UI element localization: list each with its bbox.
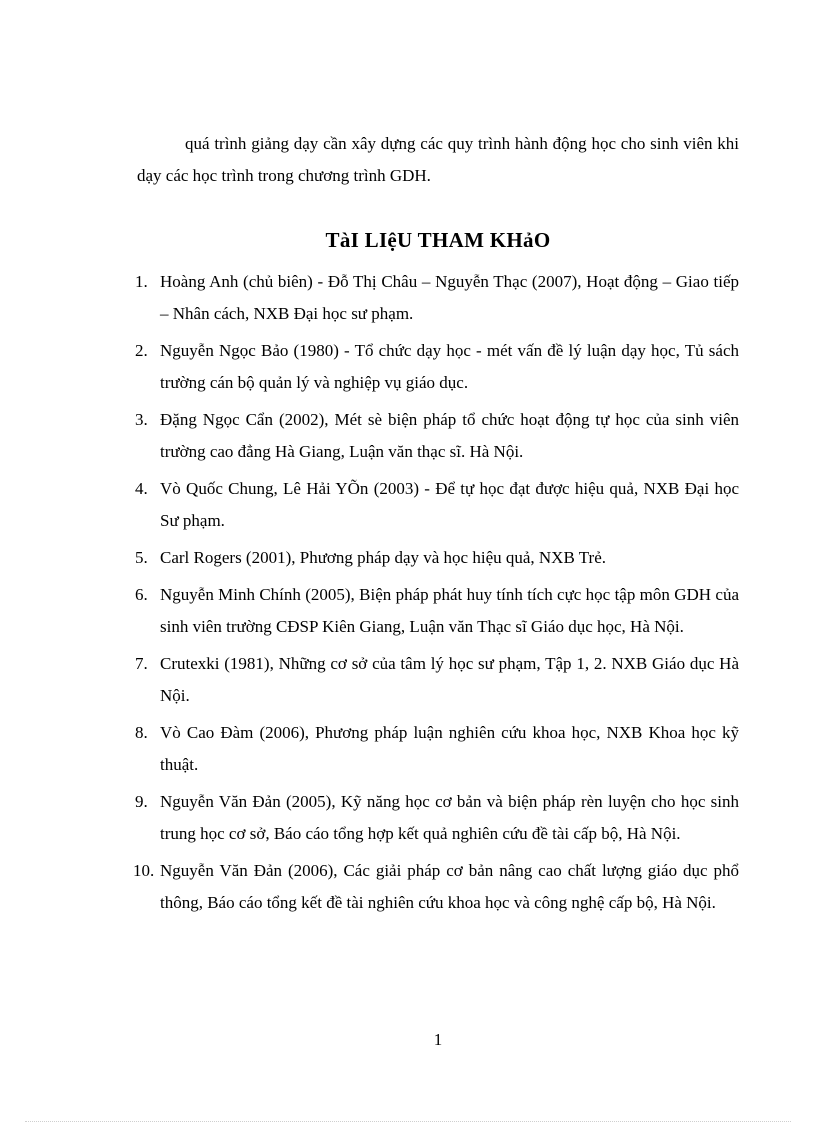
reference-item <box>135 335 739 399</box>
reference-text: Hoàng Anh (chủ biên) - Đỗ Thị Châu – Nguyễn Thạc (2007), Hoạt động – Giao tiếp – Nhân cách, NXB Đại học sư phạm. <box>160 272 739 323</box>
reference-text: Crutexki (1981), Những cơ sở của tâm lý học sư phạm, Tập 1, 2. NXB Giáo dục Hà Nội. <box>160 654 739 705</box>
reference-item <box>135 855 739 919</box>
reference-item <box>135 717 739 781</box>
reference-text: Vò Quốc Chung, Lê Hải YÕn (2003) - Để tự học đạt được hiệu quả, NXB Đại học Sư phạm. <box>160 479 739 530</box>
intro-paragraph: quá trình giảng dạy cần xây dựng các quy trình hành động học cho sinh viên khi dạy các học trình trong chương trình GDH. <box>137 134 739 185</box>
reference-number: 3. <box>135 410 148 429</box>
references-title: TàI LIệU THAM KHảO <box>325 228 551 252</box>
reference-number: 7. <box>135 654 148 673</box>
reference-item <box>135 786 739 850</box>
reference-number: 6. <box>135 585 148 604</box>
reference-number: 9. <box>135 792 148 811</box>
reference-number: 1. <box>135 272 148 291</box>
reference-number: 5. <box>135 548 148 567</box>
reference-item <box>135 404 739 468</box>
reference-text: Carl Rogers (2001), Phương pháp dạy và học hiệu quả, NXB Trẻ. <box>160 548 606 567</box>
references-list <box>135 266 739 924</box>
reference-number: 8. <box>135 723 148 742</box>
reference-text: Đặng Ngọc Cẩn (2002), Mét sè biện pháp tổ chức hoạt động tự học của sinh viên trường cao đẳng Hà Giang, Luận văn thạc sĩ. Hà Nội. <box>160 410 739 461</box>
page-number: 1 <box>433 1030 443 1049</box>
reference-item <box>135 648 739 712</box>
page-bottom-divider <box>25 1121 791 1122</box>
reference-text: Nguyễn Văn Đản (2006), Các giải pháp cơ bản nâng cao chất lượng giáo dục phổ thông, Báo cáo tổng kết đề tài nghiên cứu khoa học và công nghệ cấp bộ, Hà Nội. <box>160 861 739 912</box>
reference-item <box>135 473 739 537</box>
reference-text: Nguyễn Văn Đản (2005), Kỹ năng học cơ bản và biện pháp rèn luyện cho học sinh trung học cơ sở, Báo cáo tổng hợp kết quả nghiên cứu đề tài cấp bộ, Hà Nội. <box>160 792 739 843</box>
reference-text: Nguyễn Minh Chính (2005), Biện pháp phát huy tính tích cực học tập môn GDH của sinh viên trường CĐSP Kiên Giang, Luận văn Thạc sĩ Giáo dục học, Hà Nội. <box>160 585 739 636</box>
reference-text: Nguyễn Ngọc Bảo (1980) - Tổ chức dạy học - mét vấn đề lý luận dạy học, Tủ sách trường cán bộ quản lý và nghiệp vụ giáo dục. <box>160 341 739 392</box>
reference-number: 10. <box>133 861 155 880</box>
reference-item <box>135 542 739 574</box>
reference-item <box>135 266 739 330</box>
reference-text: Vò Cao Đàm (2006), Phương pháp luận nghiên cứu khoa học, NXB Khoa học kỹ thuật. <box>160 723 739 774</box>
reference-number: 4. <box>135 479 148 498</box>
reference-number: 2. <box>135 341 148 360</box>
reference-item <box>135 579 739 643</box>
